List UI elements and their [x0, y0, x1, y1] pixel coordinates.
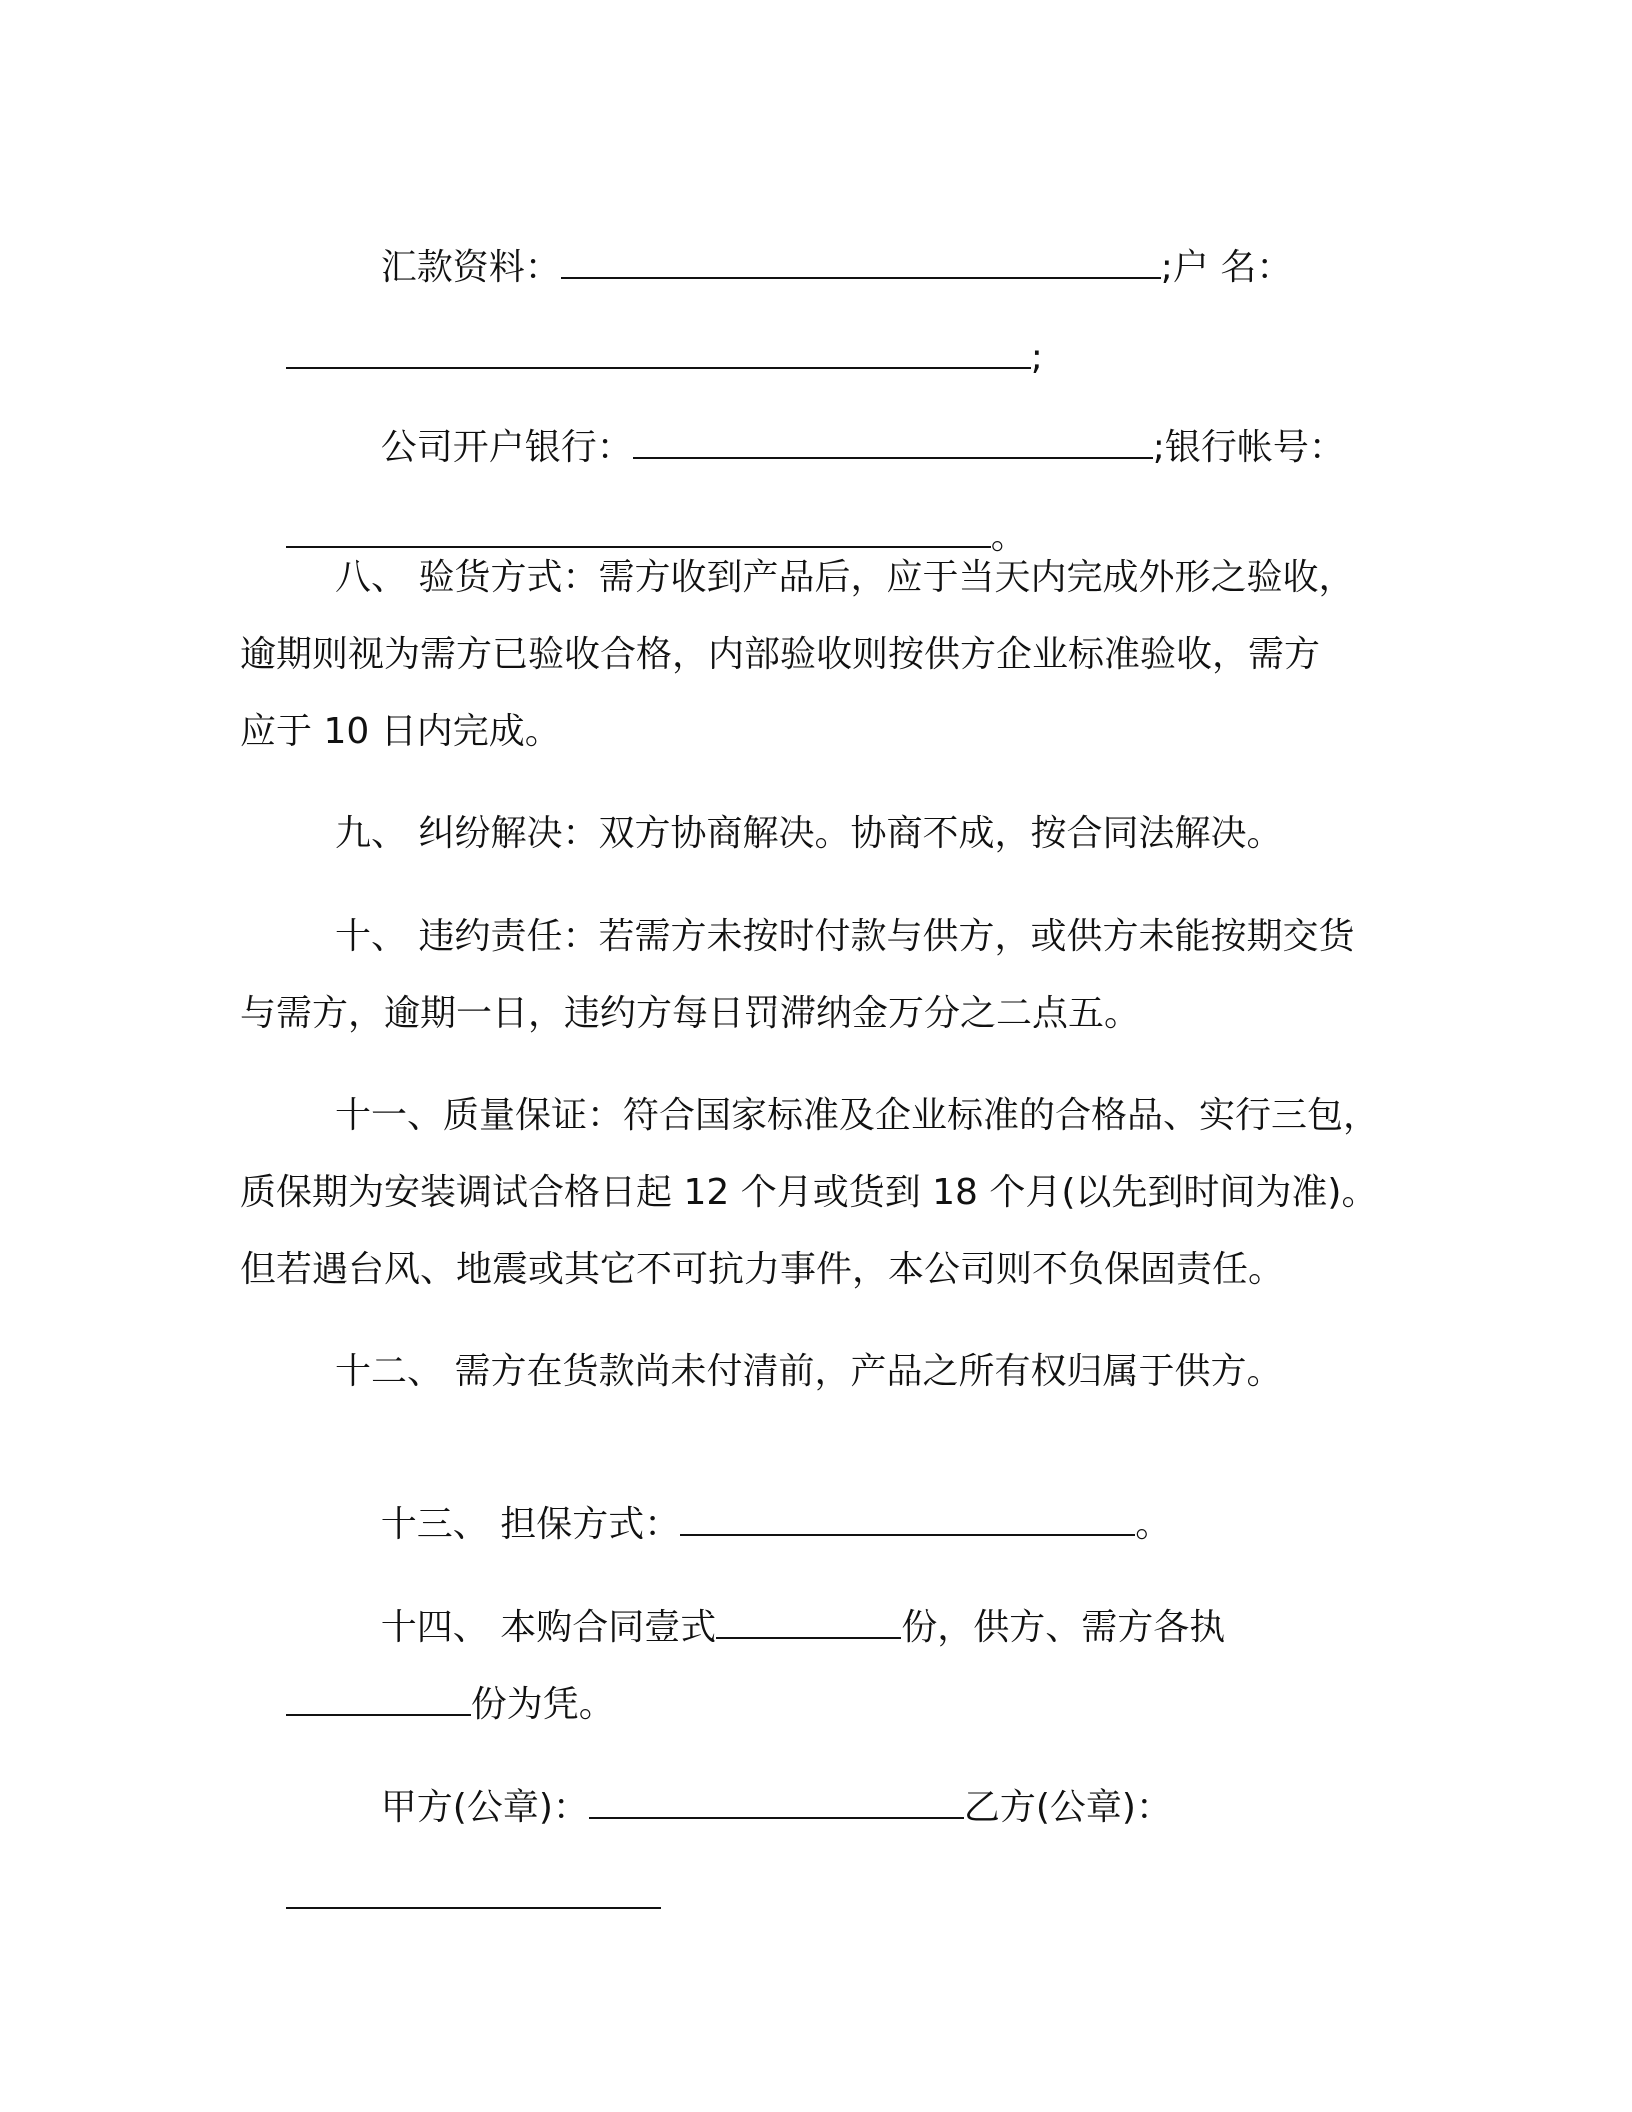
clause-10-line-2: 与需方，逾期一日，违约方每日罚滞纳金万分之二点五。 [240, 993, 1141, 1034]
clause-8-line-1: 八、 验货方式：需方收到产品后，应于当天内完成外形之验收， [335, 557, 1355, 598]
clause-8-line-2: 逾期则视为需方已验收合格，内部验收则按供方企业标准验收，需方 [240, 634, 1321, 675]
bank-label: 公司开户银行： [380, 427, 633, 468]
copies-total-blank[interactable] [716, 1603, 901, 1639]
clause-11-line-3: 但若遇台风、地震或其它不可抗力事件，本公司则不负保固责任。 [240, 1249, 1285, 1290]
bank-account-line [240, 462, 1027, 557]
seal-line [335, 1733, 1172, 1828]
clause-10-line-1: 十、 违约责任：若需方未按时付款与供方，或供方未能按期交货 [335, 916, 1355, 957]
party-b-seal-label: 乙方(公章)： [963, 1787, 1172, 1828]
party-a-seal-label: 甲方(公章)： [380, 1787, 589, 1828]
guarantee-blank[interactable] [680, 1500, 1135, 1536]
guarantee-end: 。 [1135, 1504, 1172, 1545]
account-name-blank[interactable] [286, 333, 1031, 369]
clause-14-line-2 [240, 1630, 615, 1725]
copies-each-blank[interactable] [286, 1680, 471, 1716]
clause-11-line-1: 十一、质量保证：符合国家标准及企业标准的合格品、实行三包， [335, 1095, 1380, 1136]
bank-line [335, 373, 1345, 468]
guarantee-label: 十三、 担保方式： [380, 1504, 681, 1545]
clause-8-line-3: 应于 10 日内完成。 [240, 711, 561, 752]
bank-blank[interactable] [633, 423, 1153, 459]
account-name-line [240, 283, 1043, 378]
remittance-blank[interactable] [561, 243, 1161, 279]
remittance-label: 汇款资料： [380, 247, 561, 288]
bank-account-label: ;银行帐号： [1152, 427, 1345, 468]
account-name-label: ;户 名： [1160, 247, 1293, 288]
party-b-seal-blank[interactable] [286, 1873, 661, 1909]
remittance-line [335, 193, 1293, 288]
copies-label: 十四、 本购合同壹式 [380, 1607, 717, 1648]
party-b-seal-line [240, 1823, 661, 1873]
party-a-seal-blank[interactable] [589, 1783, 964, 1819]
bank-account-end: 。 [990, 516, 1027, 557]
bank-account-blank[interactable] [286, 512, 991, 548]
clause-11-line-2: 质保期为安装调试合格日起 12 个月或货到 18 个月(以先到时间为准)。 [240, 1172, 1378, 1213]
clause-13-line [335, 1450, 1172, 1545]
copies-mid: 份，供方、需方各执 [901, 1607, 1226, 1648]
clause-9-line-1: 九、 纠纷解决：双方协商解决。协商不成，按合同法解决。 [335, 813, 1283, 854]
account-name-end: ; [1030, 337, 1043, 378]
copies-end: 份为凭。 [470, 1684, 615, 1725]
clause-14-line-1 [335, 1553, 1226, 1648]
clause-12-line-1: 十二、 需方在货款尚未付清前，产品之所有权归属于供方。 [335, 1351, 1283, 1392]
